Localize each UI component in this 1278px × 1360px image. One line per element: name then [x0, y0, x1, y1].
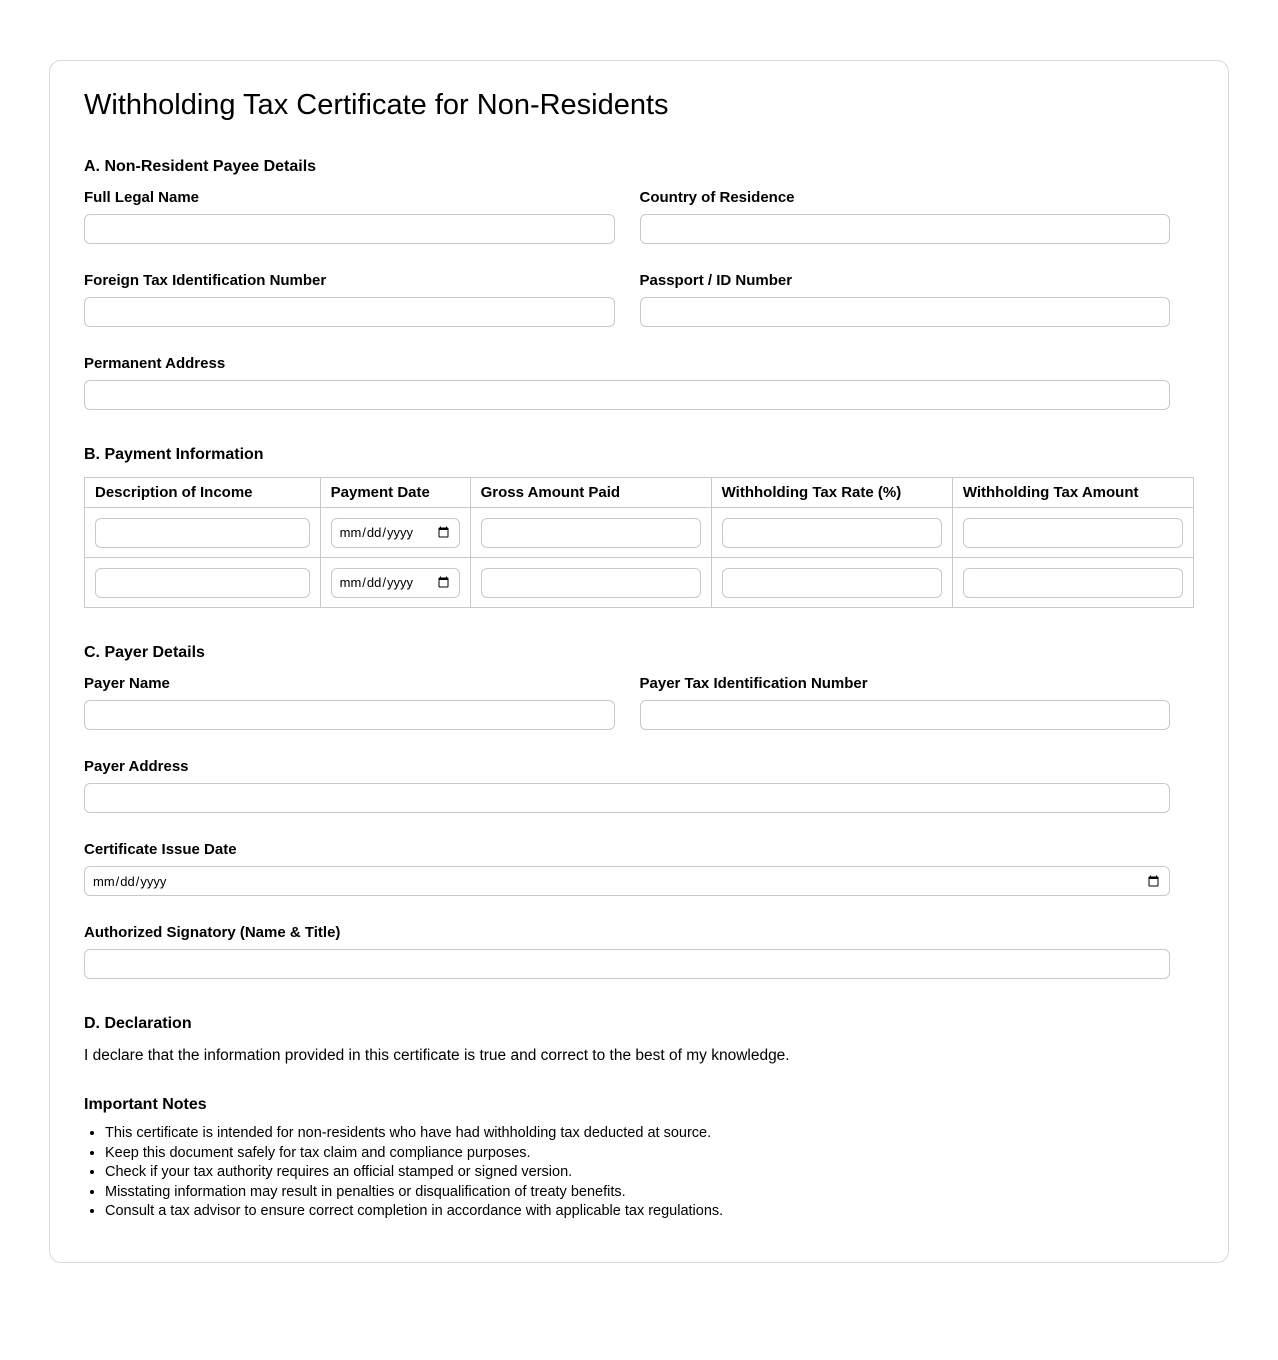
withholding-tax-amount-input-row1[interactable] [963, 518, 1183, 548]
certificate-card [49, 60, 1229, 1263]
declaration-text: I declare that the information provided in this certificate is true and correct to the best of my knowledge. [84, 1047, 790, 1064]
foreign-tin-input[interactable] [84, 297, 615, 327]
payee-row-1 [84, 189, 1170, 244]
passport-id-input[interactable] [640, 297, 1171, 327]
field-full-legal-name [84, 189, 615, 244]
payer-tin-label: Payer Tax Identification Number [639, 675, 868, 692]
gross-amount-paid-input-row1[interactable] [481, 518, 701, 548]
payment-table [84, 477, 1194, 608]
description-of-income-input-row2[interactable] [95, 568, 310, 598]
note-item-3: • Check if your tax authority requires an official stamped or signed version. [105, 1163, 1170, 1182]
country-of-residence-label: Country of Residence [639, 189, 795, 206]
payment-date-input-row2[interactable] [331, 568, 460, 598]
country-of-residence-input[interactable] [640, 214, 1171, 244]
payer-address-label: Payer Address [84, 758, 189, 775]
payer-address-input[interactable] [84, 783, 1170, 813]
note-item-4: • Misstating information may result in penalties or disqualification of treaty benefits. [105, 1183, 1170, 1202]
payee-row-2 [84, 272, 1170, 327]
field-passport-id [640, 272, 1171, 327]
payer-row-1 [84, 675, 1170, 730]
withholding-tax-rate-input-row2[interactable] [722, 568, 942, 598]
payment-table-row-2 [85, 558, 1194, 608]
payer-name-input[interactable] [84, 700, 615, 730]
col-header-description-of-income: Description of Income [85, 478, 321, 508]
field-payer-name [84, 675, 615, 730]
payment-table-row-1 [85, 508, 1194, 558]
withholding-tax-rate-input-row1[interactable] [722, 518, 942, 548]
note-item-2: • Keep this document safely for tax claim and compliance purposes. [105, 1144, 1170, 1163]
authorized-signatory-input[interactable] [84, 949, 1170, 979]
full-legal-name-label: Full Legal Name [84, 189, 200, 206]
section-heading-payment: B. Payment Information [84, 446, 264, 463]
full-legal-name-input[interactable] [84, 214, 615, 244]
foreign-tin-label: Foreign Tax Identification Number [84, 272, 327, 289]
permanent-address-input[interactable] [84, 380, 1170, 410]
field-foreign-tin [84, 272, 615, 327]
field-permanent-address [84, 355, 1170, 410]
important-notes-list [84, 1124, 1170, 1221]
authorized-signatory-label: Authorized Signatory (Name & Title) [84, 924, 341, 941]
page-title: Withholding Tax Certificate for Non-Residents [84, 89, 669, 121]
payer-tin-input[interactable] [640, 700, 1171, 730]
field-payer-tin [640, 675, 1171, 730]
field-certificate-issue-date [84, 841, 1170, 896]
note-item-5: • Consult a tax advisor to ensure correct completion in accordance with applicable tax regulations. [105, 1202, 1170, 1221]
payment-date-input-row1[interactable] [331, 518, 460, 548]
payment-table-header-row [85, 478, 1194, 508]
permanent-address-label: Permanent Address [84, 355, 226, 372]
col-header-gross-amount-paid: Gross Amount Paid [470, 478, 711, 508]
field-country-of-residence [640, 189, 1171, 244]
withholding-tax-amount-input-row2[interactable] [963, 568, 1183, 598]
important-notes-heading: Important Notes [84, 1096, 207, 1114]
gross-amount-paid-input-row2[interactable] [481, 568, 701, 598]
col-header-payment-date: Payment Date [320, 478, 470, 508]
payer-name-label: Payer Name [84, 675, 170, 692]
certificate-issue-date-label: Certificate Issue Date [84, 841, 237, 858]
col-header-withholding-tax-rate: Withholding Tax Rate (%) [711, 478, 952, 508]
field-payer-address [84, 758, 1170, 813]
passport-id-label: Passport / ID Number [639, 272, 793, 289]
col-header-withholding-tax-amount: Withholding Tax Amount [952, 478, 1193, 508]
section-heading-payer: C. Payer Details [84, 644, 205, 661]
field-authorized-signatory [84, 924, 1170, 979]
section-heading-declaration: D. Declaration [84, 1015, 192, 1032]
certificate-issue-date-input[interactable] [84, 866, 1170, 896]
note-item-1: • This certificate is intended for non-residents who have had withholding tax deducted at source. [105, 1124, 1170, 1143]
section-heading-payee: A. Non-Resident Payee Details [84, 158, 317, 175]
description-of-income-input-row1[interactable] [95, 518, 310, 548]
